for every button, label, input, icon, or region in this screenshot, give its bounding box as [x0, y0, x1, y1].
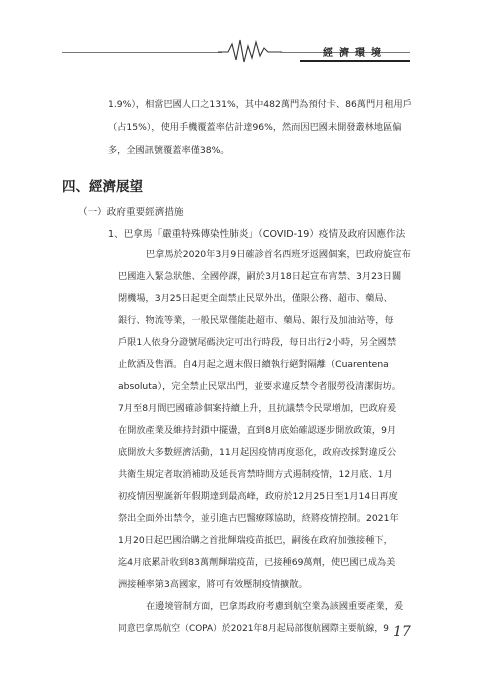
paragraph-line: 同意巴拿馬航空（COPA）於2021年8月起局部復航國際主要航線，9: [118, 624, 389, 634]
page-number: 17: [393, 624, 411, 640]
paragraph-line: 巴國進入緊急狀態、全國停課，嗣於3月18日起宣布宵禁、3月23日關: [118, 271, 402, 282]
paragraph-line: 止飲酒及售酒。自4月起之週末假日續執行絕對隔離（Cuarentena: [118, 359, 389, 370]
paragraph-line: 在邊境管制方面，巴拿馬政府考慮到航空業為該國重要產業，爰: [146, 601, 404, 612]
paragraph-line: 7月至8月間巴國確診個案持續上升，且抗議禁令民眾增加，巴政府爰: [118, 403, 397, 414]
paragraph-line: 共衛生規定者取消補助及延長宵禁時間方式遏制疫情，12月底、1月: [118, 469, 393, 480]
header-title-underline: [300, 60, 410, 62]
paragraph-line: 閉機場，3月25日起更全面禁止民眾外出，僅限公務、超市、藥局、: [118, 293, 393, 304]
intro-line: 1.9%），相當巴國人口之131%，其中482萬門為預付卡、86萬門月租用戶: [108, 99, 412, 110]
paragraph-line: 初疫情因聖誕新年假期達到最高峰，政府於12月25日至1月14日再度: [118, 491, 398, 502]
paragraph-line: 洲接種率第3高國家，將可有效壓制疫情擴散。: [118, 579, 308, 590]
subsection-heading: （一）政府重要經濟措施: [78, 207, 184, 218]
heartbeat-wave-icon: [218, 38, 282, 64]
paragraph-line: 巴拿馬於2020年3月9日確診首名西班牙返國個案，巴政府旋宣布: [146, 249, 411, 260]
intro-line: 多，全國訊號覆蓋率僅38%。: [108, 145, 230, 156]
paragraph-line: 在開放產業及維持封鎖中擺盪，直到8月底始確認逐步開放政策，9月: [118, 425, 397, 436]
section-heading: 四、經濟展望: [62, 179, 143, 195]
header-title: 經濟環境: [323, 48, 387, 59]
paragraph-line: 祭出全面外出禁令，並引進古巴醫療隊協助，終將疫情控制。2021年: [118, 513, 399, 524]
header-rule-left: [62, 52, 222, 53]
paragraph-line: 戶限1人依身分證號尾碼決定可出行時段，每日出行2小時，另全國禁: [118, 337, 397, 348]
paragraph-line: 1月20日起巴國洽購之首批輝瑞疫苗抵巴，嗣後在政府加強接種下，: [118, 535, 393, 546]
paragraph-line: absoluta），完全禁止民眾出門，並要求違反禁令者服勞役清潔街坊。: [118, 381, 401, 392]
paragraph-line: 迄4月底累計收到83萬劑輝瑞疫苗，已接種69萬劑，使巴國已成為美: [118, 557, 396, 568]
paragraph-line: 底開放大多數經濟活動，11月起因疫情再度惡化，政府改採對違反公: [118, 447, 397, 458]
item-heading: 1、巴拿馬「嚴重特殊傳染性肺炎」（COVID-19）疫情及政府因應作法: [108, 229, 406, 240]
paragraph-line: 銀行、物流等業，一般民眾僅能赴超市、藥局、銀行及加油站等，每: [118, 315, 394, 326]
intro-line: （占15%），使用手機覆蓋率估計達96%，然而因巴國未開發叢林地區偏: [108, 122, 402, 133]
